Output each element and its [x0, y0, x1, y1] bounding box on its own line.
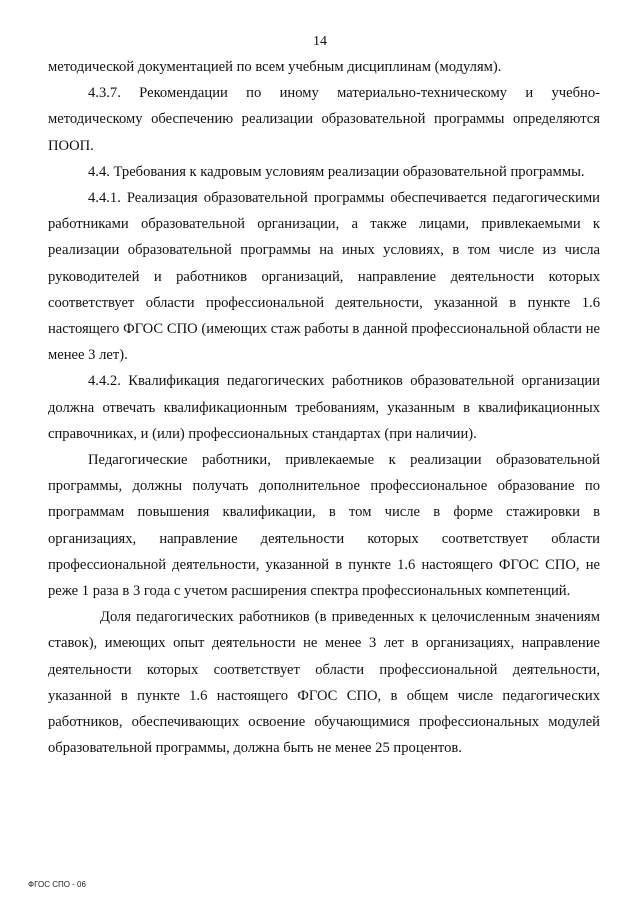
- paragraph-4-4-2: 4.4.2. Квалификация педагогических работников образовательной организации должна отвечать квалификационным требованиям, указанным в квалификационных справочниках, и (или) профессиональных стандартах (при наличии).: [48, 373, 600, 442]
- paragraph-pedagogical-workers: Педагогические работники, привлекаемые к реализации образовательной программы, должны получать дополнительное профессиональное образование по программам повышения квалификации, в том числе в форме стажировки в организациях, направление деятельности которых соответствует области профессиональной деятельности, указанной в пункте 1.6 настоящего ФГОС СПО, не реже 1 раза в 3 года с учетом расширения спектра профессиональных компетенций.: [48, 452, 600, 600]
- paragraph-4-3-7: 4.3.7. Рекомендации по иному материально-техническому и учебно-методическому обеспечению реализации образовательной программы определяются ПООП.: [48, 85, 600, 154]
- page-number: 14: [313, 34, 327, 49]
- paragraph-4-4: 4.4. Требования к кадровым условиям реализации образовательной программы.: [88, 163, 585, 180]
- paragraph-continuation: методической документацией по всем учебным дисциплинам (модулям).: [48, 59, 502, 75]
- footer-label: ФГОС СПО - 06: [28, 880, 86, 889]
- paragraph-4-4-1: 4.4.1. Реализация образовательной программы обеспечивается педагогическими работниками образовательной организации, а также лицами, привлекаемыми к реализации образовательной программы на иных условиях, в том числе из числа руководителей и работников организаций, направление деятельности которых соответствует области профессиональной деятельности, указанной в пункте 1.6 настоящего ФГОС СПО (имеющих стаж работы в данной профессиональной области не менее 3 лет).: [48, 190, 600, 364]
- paragraph-share-of-workers: Доля педагогических работников (в приведенных к целочисленным значениям ставок), имеющих опыт деятельности не менее 3 лет в организациях, направление деятельности которых соответствует области профессиональной деятельности, указанной в пункте 1.6 настоящего ФГОС СПО, в общем числе педагогических работников, обеспечивающих освоение обучающимися профессиональных модулей образовательной программы, должна быть не менее 25 процентов.: [48, 609, 600, 757]
- document-body: [48, 54, 600, 761]
